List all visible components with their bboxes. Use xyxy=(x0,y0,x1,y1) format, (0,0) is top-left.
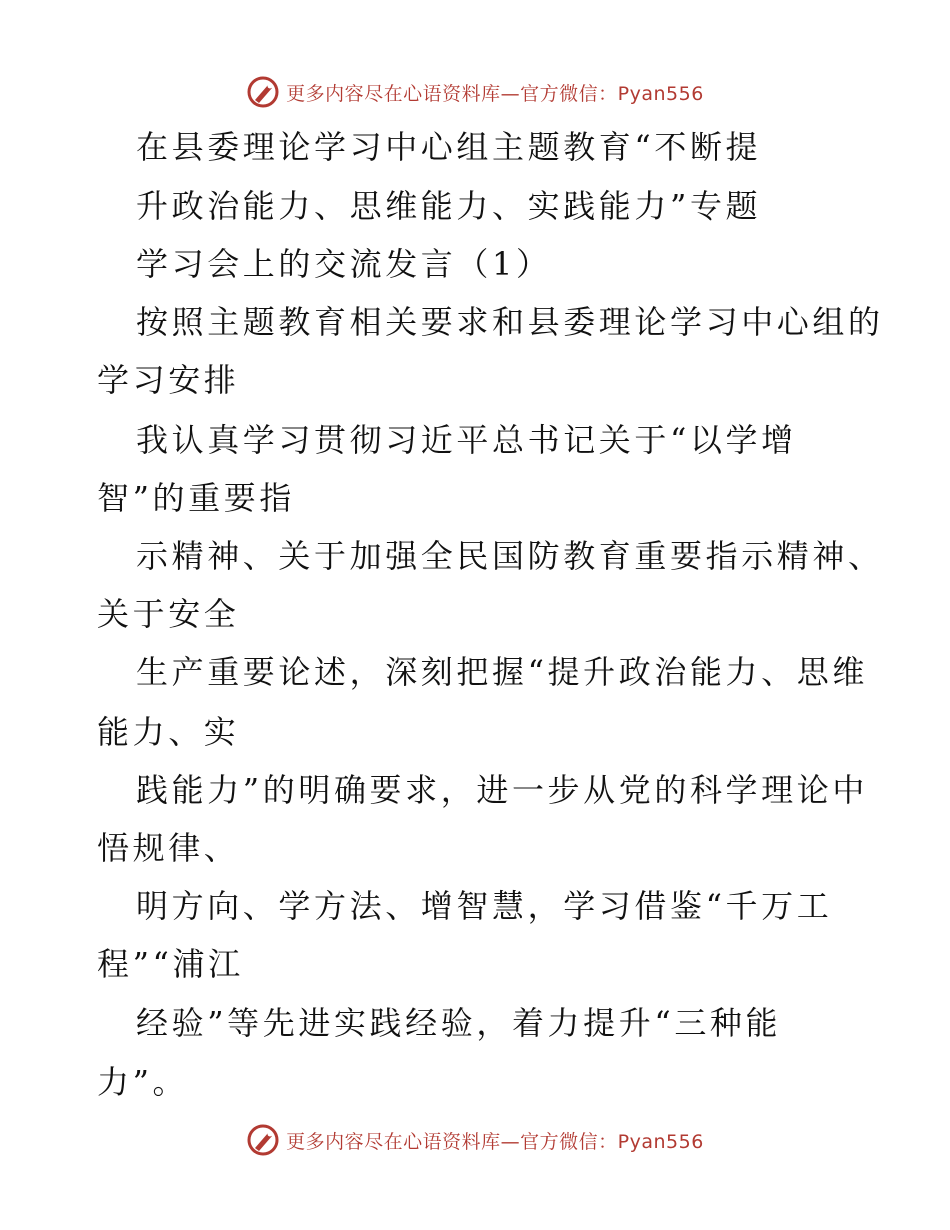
pen-logo-icon xyxy=(246,1123,280,1157)
body-line: 悟规律、 xyxy=(97,829,240,867)
title-line-1: 在县委理论学习中心组主题教育“不断提 xyxy=(136,128,762,166)
body-line: 我认真学习贯彻习近平总书记关于“以学增 xyxy=(136,421,797,459)
body-line: 能力、实 xyxy=(97,713,240,751)
body-line: 明方向、学方法、增智慧，学习借鉴“千万工 xyxy=(136,887,833,925)
body-line: 按照主题教育相关要求和县委理论学习中心组的 xyxy=(136,303,884,341)
title-line-3: 学习会上的交流发言（1） xyxy=(136,245,552,283)
header-banner-text: 更多内容尽在心语资料库—官方微信：Pyan556 xyxy=(286,82,704,105)
title-line-2: 升政治能力、思维能力、实践能力”专题 xyxy=(136,187,762,225)
body-line: 践能力”的明确要求，进一步从党的科学理论中 xyxy=(136,771,868,809)
footer-banner-text: 更多内容尽在心语资料库—官方微信：Pyan556 xyxy=(286,1130,704,1153)
body-line: 学习安排 xyxy=(97,361,240,399)
body-line: 力”。 xyxy=(97,1063,189,1101)
body-line: 示精神、关于加强全民国防教育重要指示精神、 xyxy=(136,537,884,575)
body-line: 智”的重要指 xyxy=(97,479,295,517)
body-line: 程”“浦江 xyxy=(97,945,244,983)
footer-banner xyxy=(0,1120,950,1160)
body-line: 经验”等先进实践经验，着力提升“三种能 xyxy=(136,1004,782,1042)
body-line: 关于安全 xyxy=(97,595,240,633)
body-line: 生产重要论述，深刻把握“提升政治能力、思维 xyxy=(136,653,868,691)
